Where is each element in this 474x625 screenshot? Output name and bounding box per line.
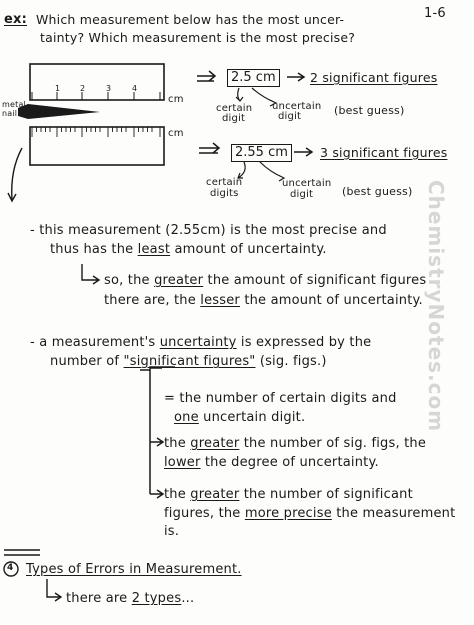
branch-3-line-3: is. [164,524,180,539]
reading-2-sig-figs: 3 significant figures [320,145,448,160]
word-greater: greater [154,273,204,288]
point-1-sub-line-1: so, the greater the amount of significant figures [104,273,427,288]
left-curve-arrow [8,148,22,201]
reading-2-best-guess: (best guess) [342,185,413,198]
example-prefix: ex: [4,12,28,27]
reading-1-certain-1: certain [216,103,253,114]
word-least: least [137,242,171,257]
ruler-1-tick-1: 1 [55,84,61,93]
branch-3-line-1: the greater the number of significant [164,487,413,502]
branch-1-line-2: one uncertain digit. [174,410,306,425]
reading-2-uncertain-2: digit [290,189,314,200]
word-lower: lower [164,455,201,470]
reading-2-uncertain-1: uncertain [282,178,332,189]
reading-2-certain-2: digits [210,188,239,199]
section-divider [4,550,40,555]
watermark: ChemistryNotes.com [424,180,448,433]
example-line-2: tainty? Which measurement is the most precise? [40,30,356,45]
point-1-sub-line-2: there are, the lesser the amount of uncertainty. [104,293,423,308]
branch-2-line-2: lower the degree of uncertainty. [164,455,379,470]
branch-bracket [140,367,175,498]
reading-1-sig-figs: 2 significant figures [310,70,438,85]
reading-2-box: 2.55 cm [231,144,292,162]
ruler-1-tick-3: 3 [106,84,112,93]
word-lesser: lesser [200,293,240,308]
metal-nail [18,104,100,119]
example-line-1: Which measurement below has the most uncer- [36,12,345,27]
branch-2-line-1: the greater the number of sig. figs, the [164,436,427,451]
sub-arrow [82,264,99,284]
word-2-types: 2 types [131,591,182,606]
reading-2-certain-1: certain [206,177,243,188]
reading-1-uncertain-2: digit [278,111,302,122]
ruler-1-tick-2: 2 [80,84,86,93]
ruler-1-unit: cm [168,94,184,105]
branch-1-line-1: = the number of certain digits and [164,391,397,406]
ruler-2-ticks [32,127,160,137]
point-1-line-1: - this measurement (2.55cm) is the most precise and [30,223,387,238]
reading-1-certain-2: digit [222,113,246,124]
ruler-2 [30,127,164,165]
reading-1-best-guess: (best guess) [334,104,405,117]
nail-label-1: metal [2,100,26,109]
nail-label-2: nail [2,109,18,118]
errors-sub: there are 2 types... [66,591,195,606]
errors-bullet: 4 [7,563,14,573]
word-significant-figures: "significant figures" [123,354,256,369]
word-one: one [174,410,199,425]
ruler-1-ticks [32,92,160,100]
ruler-2-unit: cm [168,128,184,139]
reading-1-box: 2.5 cm [227,69,280,87]
ruler-1-tick-4: 4 [132,84,138,93]
errors-heading: Types of Errors in Measurement. [26,562,242,577]
word-uncertainty: uncertainty [159,335,237,350]
final-sub-arrow [47,579,61,601]
page-number: 1-6 [424,6,446,21]
reading-1-uncertain-1: uncertain [272,101,322,112]
point-2-line-1: - a measurement's uncertainty is expressed by the [30,335,372,350]
word-more-precise: more precise [244,506,332,521]
point-1-line-2: thus has the least amount of uncertainty. [50,242,327,257]
point-2-line-2: number of "significant figures" (sig. figs.) [50,354,327,369]
ruler-1 [30,64,164,100]
branch-3-line-2: figures, the more precise the measurement [164,506,456,521]
